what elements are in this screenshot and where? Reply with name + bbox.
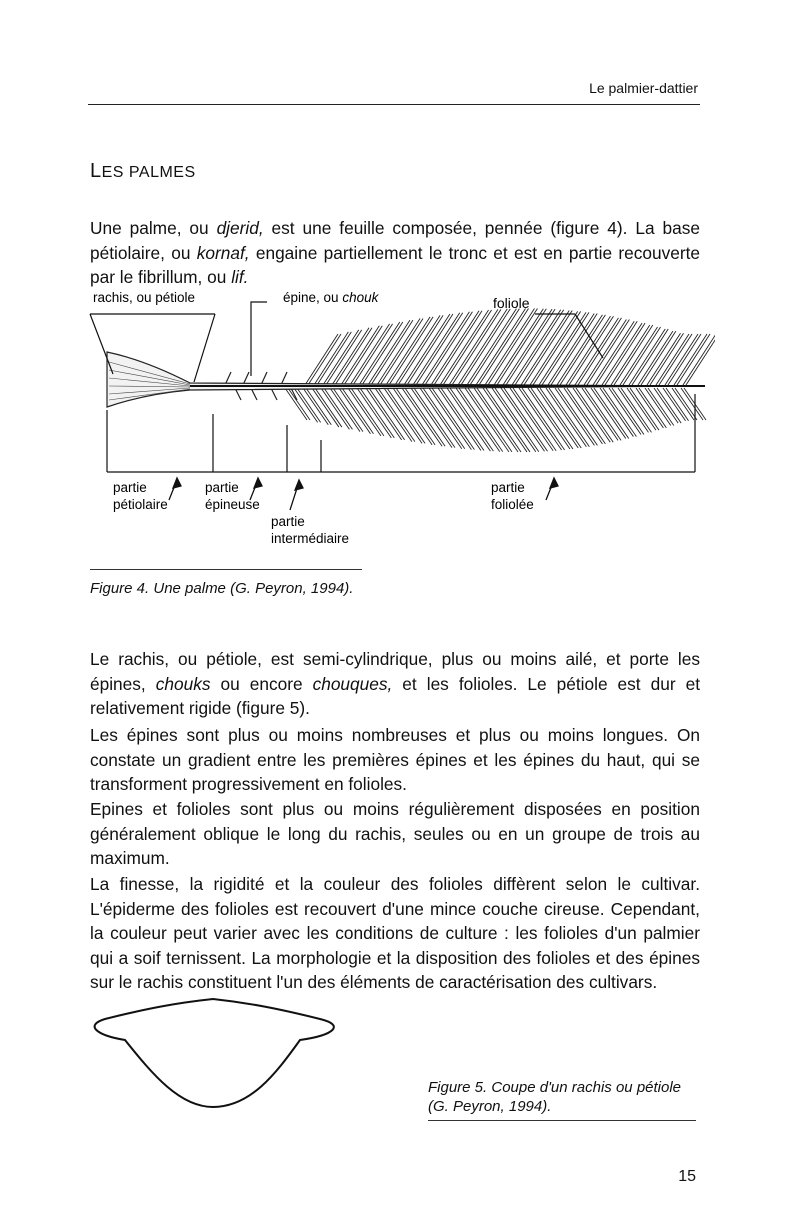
leaflet-lower: [375, 388, 412, 442]
figure5-caption: Figure 5. Coupe d'un rachis ou pétiole (G. Peyron, 1994).: [428, 1079, 682, 1115]
leaflet-lower: [573, 388, 610, 442]
leaflet-lower: [612, 388, 644, 434]
leaflet-lower: [609, 388, 641, 434]
leaflet-upper: [485, 309, 534, 385]
leaflet-upper: [467, 309, 516, 385]
leaflet-upper: [515, 310, 564, 385]
leaflet-upper: [461, 309, 510, 385]
palm-leaf-diagram: [85, 282, 715, 552]
leaflet-lower: [285, 388, 307, 420]
leaflet-upper: [620, 327, 658, 385]
leaflet-upper: [362, 322, 403, 385]
leaflet-upper: [404, 314, 450, 385]
intro-paragraph: Une palme, ou djerid, est une feuille composée, pennée (figure 4). La base pétiolaire, ou kornaf, engaine partiellement le tronc et est en partie recouverte par le fibrillum, ou lif.: [90, 218, 701, 288]
leaflet-lower: [555, 388, 594, 445]
finesse-paragraph: La finesse, la rigidité et la couleur des folioles diffèrent selon le cultivar. L'épiderme des folioles est recouvert d'une mince couche cireuse. Cependant, la couleur peut varier avec les conditions de culture : les folioles d'un palmier qui a soif ternissent. La morphologie et la disposition des folioles et des épines sur le rachis constituent l'un des éléments de caractérisation des cultivars.: [90, 874, 700, 993]
label-partie-epineuse-2: épineuse: [205, 497, 260, 512]
leaflet-upper: [524, 310, 572, 385]
leaflet-lower: [321, 388, 349, 429]
leaflet-upper: [407, 314, 453, 385]
leaflet-upper: [566, 316, 610, 385]
leaflet-upper: [398, 315, 443, 385]
leaflet-lower: [663, 388, 686, 421]
leaflet-lower: [546, 388, 586, 447]
leaflet-upper: [503, 309, 552, 385]
leaflet-lower: [558, 388, 597, 445]
leaflet-lower: [585, 388, 621, 440]
leaflet-upper: [521, 310, 569, 385]
label-partie-foliolee-1: partie: [491, 480, 525, 495]
leaflet-upper: [476, 309, 525, 385]
label-partie-petiolaire-2: pétiolaire: [113, 497, 168, 512]
leaflet-lower: [639, 388, 666, 428]
leaflet-upper: [395, 315, 440, 385]
leaflet-upper: [470, 309, 519, 385]
leaflet-lower: [294, 388, 318, 422]
rachis-paragraph: Le rachis, ou pétiole, est semi-cylindrique, plus ou moins ailé, et porte les épines, chouks ou encore chouques, et les folioles. Le pétiole est dur et relativement rigide (figure 5).: [90, 649, 700, 719]
leaflet-upper: [605, 323, 645, 385]
leaflet-lower: [549, 388, 589, 447]
section-title: LES PALMES: [90, 160, 196, 182]
leaflet-upper: [494, 309, 543, 385]
leaflets-group: [285, 309, 715, 452]
leaflet-upper: [596, 321, 637, 385]
leaflet-upper: [512, 310, 561, 385]
leaflet-upper: [488, 309, 537, 385]
leaflet-upper: [479, 309, 528, 385]
leaflet-lower: [627, 388, 656, 430]
leaflet-lower: [537, 388, 578, 448]
leaflet-upper: [332, 328, 369, 385]
leaflet-upper: [557, 315, 602, 385]
leaflet-upper: [497, 309, 546, 385]
leaflet-upper: [452, 309, 501, 385]
leaflet-lower: [402, 388, 442, 446]
leaflet-lower: [582, 388, 618, 440]
leaflet-upper: [506, 309, 555, 385]
leaflet-upper: [683, 334, 715, 385]
leaflet-lower: [540, 388, 581, 448]
figure4-caption-rule: [90, 569, 362, 570]
leaflet-upper: [551, 314, 597, 385]
leaflet-upper: [569, 316, 613, 385]
leaflet-lower: [414, 388, 455, 448]
leaflet-lower: [411, 388, 452, 448]
leaflet-upper: [632, 329, 668, 385]
label-partie-foliolee-2: foliolée: [491, 497, 534, 512]
label-foliole: foliole: [493, 295, 530, 311]
leaflet-upper: [449, 309, 498, 385]
leaflet-upper: [548, 314, 594, 385]
leaflet-upper: [434, 311, 482, 385]
leaflet-upper: [629, 329, 665, 385]
leaflet-lower: [675, 388, 697, 420]
leaflet-upper: [359, 322, 400, 385]
leaflet-upper: [602, 323, 642, 385]
leaflet-lower: [666, 388, 689, 421]
leaflet-upper: [353, 324, 393, 385]
leaflet-upper: [458, 309, 507, 385]
label-partie-petiolaire-1: partie: [113, 480, 147, 495]
label-rachis: rachis, ou pétiole: [93, 290, 196, 305]
cross-section-outline: [95, 999, 334, 1107]
leaflet-upper: [593, 321, 634, 385]
disposition-paragraph: Epines et folioles sont plus ou moins régulièrement disposées en position généralement oblique le long du rachis, seules ou en un groupe de trois au maximum.: [90, 799, 700, 869]
leaflet-lower: [636, 388, 663, 428]
label-pointers: [90, 302, 603, 382]
leaflet-lower: [339, 388, 370, 434]
figure4-caption: Figure 4. Une palme (G. Peyron, 1994).: [90, 580, 354, 597]
running-title: Le palmier-dattier: [589, 80, 698, 96]
leaflet-lower: [405, 388, 445, 446]
page-number: 15: [678, 1168, 696, 1185]
leaflet-upper: [440, 310, 489, 385]
leaflet-lower: [630, 388, 659, 430]
leaflet-upper: [431, 311, 479, 385]
leaflet-lower: [342, 388, 373, 434]
leaflet-lower: [297, 388, 321, 422]
leaflet-lower: [378, 388, 415, 442]
leaflet-lower: [576, 388, 613, 442]
label-partie-intermediaire-2: intermédiaire: [271, 531, 350, 546]
label-partie-epineuse-1: partie: [205, 480, 239, 495]
leaflet-upper: [308, 334, 341, 385]
leaflet-lower: [324, 388, 352, 429]
label-partie-intermediaire-1: partie: [271, 514, 305, 529]
leaflet-upper: [443, 310, 492, 385]
epines-paragraph: Les épines sont plus ou moins nombreuses et plus ou moins longues. On constate un gradient entre les premières épines et les épines du haut, qui se transforment progressivement en folioles.: [90, 725, 700, 795]
leaflet-upper: [623, 327, 661, 385]
figure5-caption-rule: [428, 1120, 696, 1121]
label-epine: épine, ou chouk: [283, 290, 379, 305]
header-rule: [88, 104, 700, 105]
leaflet-upper: [335, 328, 372, 385]
leaflet-upper: [350, 324, 390, 385]
petiole-base: [107, 352, 705, 407]
rachis-cross-section: [85, 995, 365, 1125]
